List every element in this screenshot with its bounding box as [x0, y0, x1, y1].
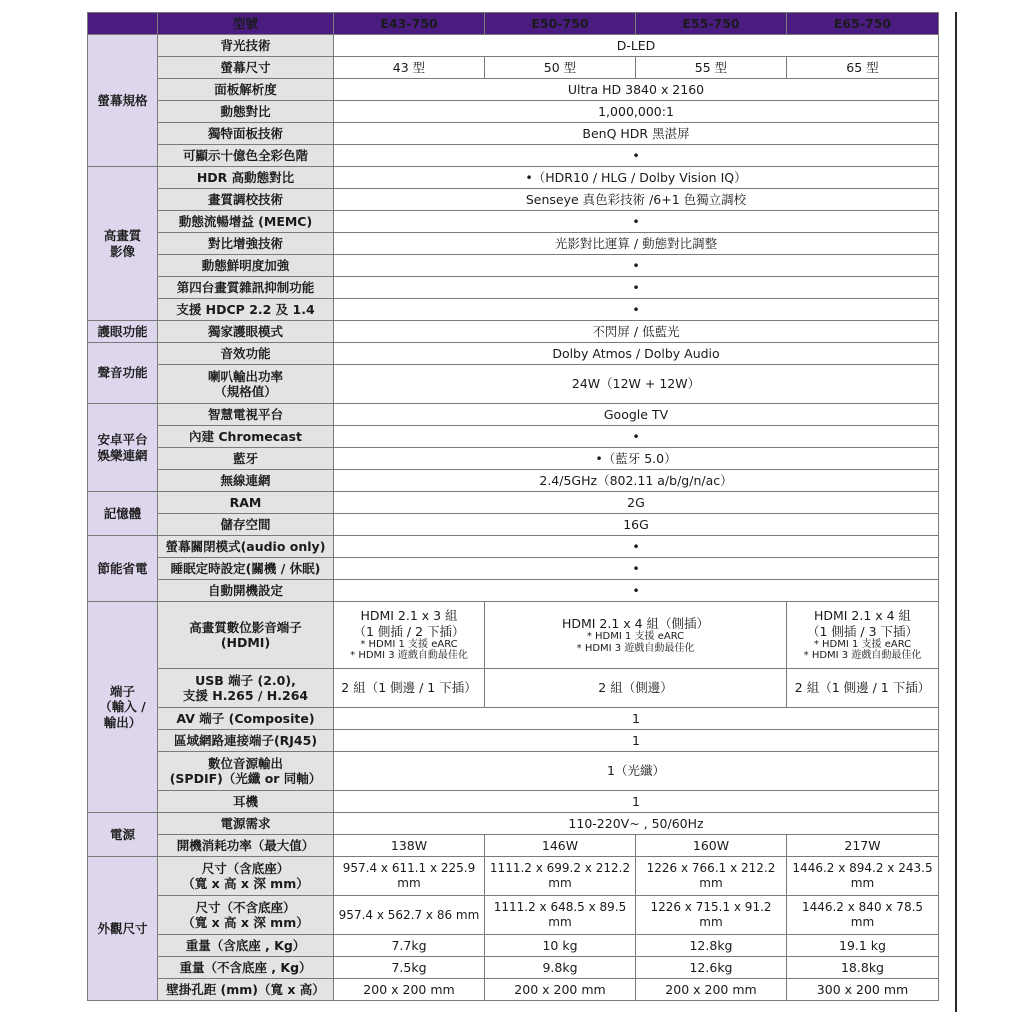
value-backlight: D-LED: [334, 35, 939, 57]
row-sleep: [88, 558, 939, 580]
value-dim-stand-e43: 957.4 x 611.1 x 225.9 mm: [334, 857, 485, 896]
row-earphone: [88, 791, 939, 813]
value-hdcp: •: [334, 299, 939, 321]
label-hdr: HDR 高動態對比: [158, 167, 334, 189]
label-spdif: 數位音源輸出 (SPDIF)（光纖 or 同軸）: [158, 752, 334, 791]
value-dim-stand-e55: 1226 x 766.1 x 212.2 mm: [636, 857, 787, 896]
row-bluetooth: [88, 448, 939, 470]
label-sound: 音效功能: [158, 343, 334, 365]
label-size: 螢幕尺寸: [158, 57, 334, 79]
category-android: 安卓平台 娛樂連網: [88, 404, 158, 492]
row-weight-stand: [88, 935, 939, 957]
label-contrast: 動態對比: [158, 101, 334, 123]
value-dim-nostand-e43: 957.4 x 562.7 x 86 mm: [334, 896, 485, 935]
category-audio: 聲音功能: [88, 343, 158, 404]
category-dims: 外觀尺寸: [88, 857, 158, 1001]
label-rj45: 區域網路連接端子(RJ45): [158, 730, 334, 752]
row-contrast: [88, 101, 939, 123]
value-weight-nostand-e50: 9.8kg: [485, 957, 636, 979]
row-hdmi: [88, 602, 939, 669]
row-av: [88, 708, 939, 730]
row-consumption: [88, 835, 939, 857]
value-usb-mid: 2 組（側邊）: [485, 669, 787, 708]
row-panel-tech: [88, 123, 939, 145]
header-e65: E65-750: [787, 13, 939, 35]
hdmi-mid-main: HDMI 2.1 x 4 組（側插）: [561, 615, 710, 631]
value-weight-nostand-e55: 12.6kg: [636, 957, 787, 979]
value-weight-stand-e55: 12.8kg: [636, 935, 787, 957]
label-power-req: 電源需求: [158, 813, 334, 835]
value-weight-nostand-e65: 18.8kg: [787, 957, 939, 979]
value-sound: Dolby Atmos / Dolby Audio: [334, 343, 939, 365]
value-consumption-e43: 138W: [334, 835, 485, 857]
value-bluetooth: •（藍牙 5.0）: [334, 448, 939, 470]
row-vesa: [88, 979, 939, 1001]
label-storage: 儲存空間: [158, 514, 334, 536]
row-screen-off: [88, 536, 939, 558]
value-size-e55: 55 型: [636, 57, 787, 79]
value-colors: •: [334, 145, 939, 167]
value-dim-nostand-e50: 1111.2 x 648.5 x 89.5 mm: [485, 896, 636, 935]
value-vesa-e65: 300 x 200 mm: [787, 979, 939, 1001]
row-storage: [88, 514, 939, 536]
value-consumption-e55: 160W: [636, 835, 787, 857]
category-picture: 高畫質 影像: [88, 167, 158, 321]
label-earphone: 耳機: [158, 791, 334, 813]
value-auto-on: •: [334, 580, 939, 602]
value-smart: Google TV: [334, 404, 939, 426]
hdmi-e65-note: * HDMI 1 支援 eARC * HDMI 3 遊戲自動最佳化: [803, 638, 922, 662]
label-calibration: 畫質調校技術: [158, 189, 334, 211]
value-size-e43: 43 型: [334, 57, 485, 79]
label-weight-nostand: 重量（不含底座 , Kg）: [158, 957, 334, 979]
category-ports: 端子 （輸入 / 輸出）: [88, 602, 158, 813]
value-dim-stand-e50: 1111.2 x 699.2 x 212.2 mm: [485, 857, 636, 896]
row-dim-nostand: [88, 896, 939, 935]
label-smart: 智慧電視平台: [158, 404, 334, 426]
row-auto-on: [88, 580, 939, 602]
value-weight-stand-e43: 7.7kg: [334, 935, 485, 957]
label-av: AV 端子 (Composite): [158, 708, 334, 730]
category-power: 電源: [88, 813, 158, 857]
category-screen: 螢幕規格: [88, 35, 158, 167]
value-usb-e43: 2 組（1 側邊 / 1 下插）: [334, 669, 485, 708]
label-contrast-enh: 對比增強技術: [158, 233, 334, 255]
value-dim-nostand-e65: 1446.2 x 840 x 78.5 mm: [787, 896, 939, 935]
row-rj45: [88, 730, 939, 752]
row-weight-nostand: [88, 957, 939, 979]
row-colors: [88, 145, 939, 167]
value-ram: 2G: [334, 492, 939, 514]
label-screen-off: 螢幕關閉模式(audio only): [158, 536, 334, 558]
hdmi-e43-note: * HDMI 1 支援 eARC * HDMI 3 遊戲自動最佳化: [350, 638, 468, 662]
label-sleep: 睡眠定時設定(關機 / 休眠): [158, 558, 334, 580]
category-eye: 護眼功能: [88, 321, 158, 343]
label-hdmi: 高畫質數位影音端子 (HDMI): [158, 602, 334, 669]
value-av: 1: [334, 708, 939, 730]
value-hdmi-e65: [787, 602, 939, 669]
value-screen-off: •: [334, 536, 939, 558]
row-hdcp: [88, 299, 939, 321]
value-sleep: •: [334, 558, 939, 580]
value-chromecast: •: [334, 426, 939, 448]
value-rj45: 1: [334, 730, 939, 752]
value-storage: 16G: [334, 514, 939, 536]
category-energy: 節能省電: [88, 536, 158, 602]
value-noise: •: [334, 277, 939, 299]
value-vesa-e50: 200 x 200 mm: [485, 979, 636, 1001]
label-weight-stand: 重量（含底座 , Kg）: [158, 935, 334, 957]
label-usb: USB 端子 (2.0), 支援 H.265 / H.264: [158, 669, 334, 708]
label-colors: 可顯示十億色全彩色階: [158, 145, 334, 167]
label-eyecare: 獨家護眼模式: [158, 321, 334, 343]
value-consumption-e50: 146W: [485, 835, 636, 857]
row-eyecare: [88, 321, 939, 343]
value-motion: •: [334, 255, 939, 277]
hdmi-e65-main: HDMI 2.1 x 4 組 （1 側插 / 3 下插）: [806, 608, 918, 639]
hdmi-e43-main: HDMI 2.1 x 3 組 （1 側插 / 2 下插）: [353, 608, 465, 639]
row-calibration: [88, 189, 939, 211]
value-weight-stand-e50: 10 kg: [485, 935, 636, 957]
category-memory: 記憶體: [88, 492, 158, 536]
value-dim-stand-e65: 1446.2 x 894.2 x 243.5 mm: [787, 857, 939, 896]
row-sound: [88, 343, 939, 365]
page-edge-rule: [955, 12, 957, 1012]
value-earphone: 1: [334, 791, 939, 813]
value-vesa-e43: 200 x 200 mm: [334, 979, 485, 1001]
label-wifi: 無線連網: [158, 470, 334, 492]
row-hdr: [88, 167, 939, 189]
value-hdmi-e50-e55: [485, 602, 787, 669]
label-chromecast: 內建 Chromecast: [158, 426, 334, 448]
label-dim-stand: 尺寸（含底座） （寬 x 高 x 深 mm）: [158, 857, 334, 896]
row-motion: [88, 255, 939, 277]
value-weight-nostand-e43: 7.5kg: [334, 957, 485, 979]
label-hdcp: 支援 HDCP 2.2 及 1.4: [158, 299, 334, 321]
label-auto-on: 自動開機設定: [158, 580, 334, 602]
value-weight-stand-e65: 19.1 kg: [787, 935, 939, 957]
header-spacer: [88, 13, 158, 35]
label-resolution: 面板解析度: [158, 79, 334, 101]
row-speaker: [88, 365, 939, 404]
row-usb: [88, 669, 939, 708]
label-panel-tech: 獨特面板技術: [158, 123, 334, 145]
row-resolution: [88, 79, 939, 101]
label-dim-nostand: 尺寸（不含底座） （寬 x 高 x 深 mm）: [158, 896, 334, 935]
value-wifi: 2.4/5GHz（802.11 a/b/g/n/ac）: [334, 470, 939, 492]
row-contrast-enh: [88, 233, 939, 255]
spec-table: [87, 12, 939, 1001]
value-usb-e65: 2 組（1 側邊 / 1 下插）: [787, 669, 939, 708]
value-memc: •: [334, 211, 939, 233]
hdmi-mid-note: * HDMI 1 支援 eARC * HDMI 3 遊戲自動最佳化: [576, 631, 695, 654]
row-size: [88, 57, 939, 79]
label-motion: 動態鮮明度加強: [158, 255, 334, 277]
row-wifi: [88, 470, 939, 492]
value-contrast-enh: 光影對比運算 / 動態對比調整: [334, 233, 939, 255]
value-spdif: 1（光纖）: [334, 752, 939, 791]
row-chromecast: [88, 426, 939, 448]
value-speaker: 24W（12W + 12W）: [334, 365, 939, 404]
header-row: [88, 13, 939, 35]
row-memc: [88, 211, 939, 233]
row-smart: [88, 404, 939, 426]
label-bluetooth: 藍牙: [158, 448, 334, 470]
row-spdif: [88, 752, 939, 791]
label-noise: 第四台畫質雜訊抑制功能: [158, 277, 334, 299]
row-power-req: [88, 813, 939, 835]
value-power-req: 110-220V~ , 50/60Hz: [334, 813, 939, 835]
label-ram: RAM: [158, 492, 334, 514]
value-resolution: Ultra HD 3840 x 2160: [334, 79, 939, 101]
value-contrast: 1,000,000:1: [334, 101, 939, 123]
row-backlight: [88, 35, 939, 57]
value-hdmi-e43: [334, 602, 485, 669]
value-calibration: Senseye 真色彩技術 /6+1 色獨立調校: [334, 189, 939, 211]
label-speaker: 喇叭輸出功率 （規格值）: [158, 365, 334, 404]
header-model: 型號: [158, 13, 334, 35]
label-vesa: 壁掛孔距 (mm)（寬 x 高）: [158, 979, 334, 1001]
value-consumption-e65: 217W: [787, 835, 939, 857]
value-hdr: •（HDR10 / HLG / Dolby Vision IQ）: [334, 167, 939, 189]
header-e50: E50-750: [485, 13, 636, 35]
header-e55: E55-750: [636, 13, 787, 35]
value-dim-nostand-e55: 1226 x 715.1 x 91.2 mm: [636, 896, 787, 935]
row-noise: [88, 277, 939, 299]
label-memc: 動態流暢增益 (MEMC): [158, 211, 334, 233]
row-dim-stand: [88, 857, 939, 896]
value-panel-tech: BenQ HDR 黑湛屏: [334, 123, 939, 145]
value-size-e50: 50 型: [485, 57, 636, 79]
header-e43: E43-750: [334, 13, 485, 35]
value-size-e65: 65 型: [787, 57, 939, 79]
label-consumption: 開機消耗功率（最大值）: [158, 835, 334, 857]
value-vesa-e55: 200 x 200 mm: [636, 979, 787, 1001]
label-backlight: 背光技術: [158, 35, 334, 57]
row-ram: [88, 492, 939, 514]
value-eyecare: 不閃屏 / 低藍光: [334, 321, 939, 343]
